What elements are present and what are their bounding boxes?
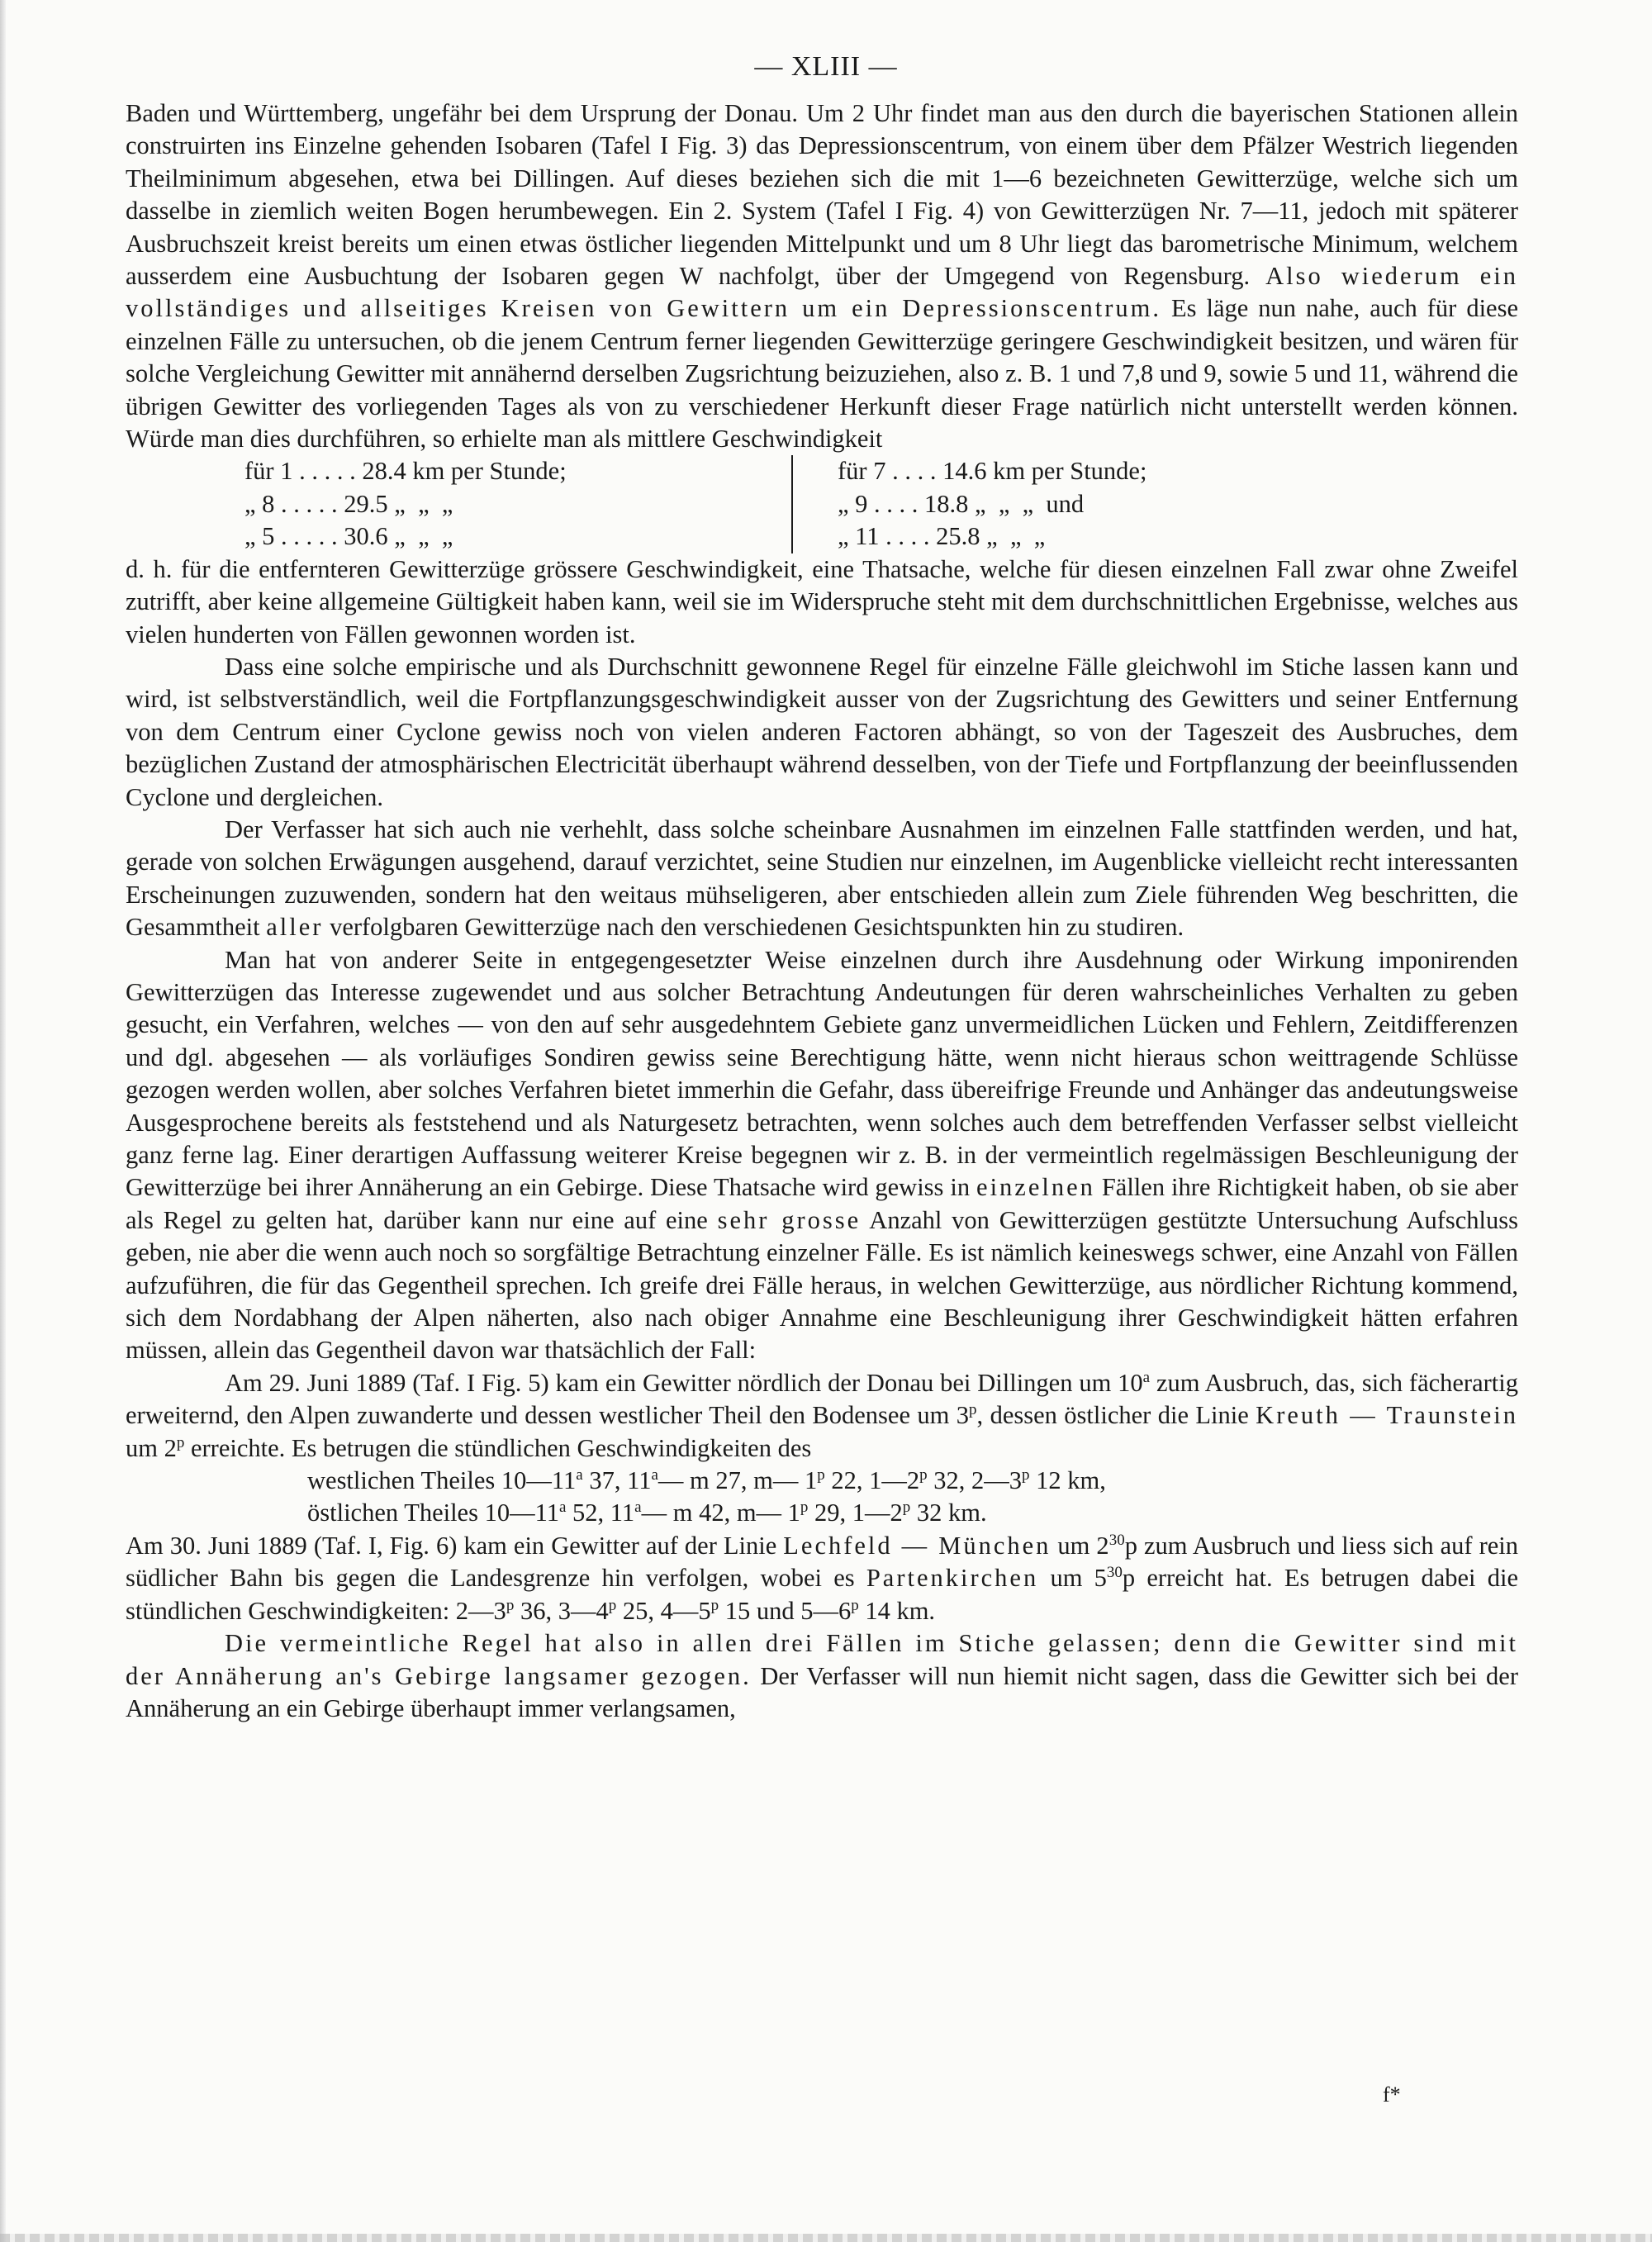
calc-text: 37, 11 — [582, 1466, 652, 1495]
speed-row: „ 11 . . . . 25.8 „ „ „ — [838, 522, 1046, 551]
speed-row: „ 8 . . . . . 29.5 „ „ „ — [244, 489, 453, 518]
paragraph-7-text: Am 30. Juni 1889 (Taf. I, Fig. 6) kam ein Gewitter auf der Linie — [126, 1531, 784, 1560]
paragraph-4 — [126, 814, 1518, 944]
paragraph-1-text-continued: Es läge nun nahe, auch für diese einzelnen Fälle zu untersuchen, ob die jenem Centrum ferner liegenden Gewitterzüge geringere Geschwindigkeit besitzen, und wären für solche Vergleichung Gewitter mit annähernd derselben Zugsrichtung beizuziehen, also z. B. 1 und 7,8 und 9, sowie 5 und 11, während die übrigen Gewitter des vorliegenden Tages als von zu verschiedener Herkunft dieser Frage natürlich nicht unterstellt werden können. Würde man dies durchführen, so erhielte man als mittlere Geschwindigkeit — [126, 294, 1518, 454]
paragraph-7-emphasis: Partenkirchen — [866, 1564, 1039, 1593]
body-text — [126, 97, 1518, 1725]
paragraph-7-text: p erreicht hat. Es betrugen dabei die stündlichen Geschwindigkeiten: 2—3 — [126, 1564, 1518, 1625]
speed-row: „ 9 . . . . 18.8 „ „ „ und — [838, 489, 1085, 518]
paragraph-1-text: Baden und Württemberg, ungefähr bei dem Ursprung der Donau. Um 2 Uhr findet man aus den durch die bayerischen Stationen allein construirten ins Einzelne gehenden Isobaren (Tafel I Fig. 3) das Depressionscentrum, von einem über dem Pfälzer Westrich liegenden Theilminimum abgesehen, etwa bei Dillingen. Auf dieses beziehen sich die mit 1—6 bezeichneten Gewitterzüge, welche sich um dasselbe in ziemlich weiten Bogen herumbewegen. Ein 2. System (Tafel I Fig. 4) von Gewitterzügen Nr. 7—11, jedoch mit späterer Ausbruchszeit kreist bereits um einen etwas östlicher liegenden Mittelpunkt und um 8 Uhr liegt das barometrische Minimum, welchem ausserdem eine Ausbuchtung der Isobaren gegen W nachfolgt, über der Umgegend von Regensburg. — [126, 99, 1518, 291]
paragraph-1-emphasis: Also wiederum ein vollständiges und allseitiges Kreisen von Gewittern um ein Depressionscentrum. — [126, 262, 1518, 323]
speed-table-left-column — [244, 455, 793, 553]
paragraph-7-text: 14 km. — [858, 1596, 936, 1625]
paragraph-5-text: Man hat von anderer Seite in entgegengesetzter Weise einzelnen durch ihre Ausdehnung oder Wirkung imponirenden Gewitterzügen das Interesse zugewendet und aus solcher Betrachtung Andeutungen für deren wahrscheinliches Verhalten zu geben gesucht, ein Verfahren, welches — von den auf sehr ausgedehntem Gebiete ganz unvermeidlichen Lücken und Fehlern, Zeitdifferenzen und dgl. abgesehen — als vorläufiges Sondiren gewiss seine Berechtigung hätte, wenn nicht hieraus schon weittragende Schlüsse gezogen werden wollen, aber solches Verfahren bietet immerhin die Gefahr, dass übereifrige Freunde und Anhänger das andeutungsweise Ausgesprochene bereits als feststehend und als Naturgesetz betrachten, wenn solches auch dem betreffenden Verfasser selbst vielleicht ganz ferne lag. Einer derartigen Auffassung weiterer Kreise begegnen wir z. B. in der vermeintlich regelmässigen Beschleunigung der Gewitterzüge bei ihrer Annäherung an ein Gebirge. Diese Thatsache wird gewiss in — [126, 945, 1518, 1202]
speed-calculation-block — [307, 1465, 1518, 1530]
superscript: p — [969, 1401, 977, 1419]
page-number-header: — XLIII — — [754, 51, 898, 82]
calc-text: 22, 1—2 — [824, 1466, 920, 1495]
calc-text: 32, 2—3 — [927, 1466, 1022, 1495]
paragraph-7-text: 15 und 5—6 — [719, 1596, 852, 1625]
calc-label: westlichen Theiles — [307, 1466, 496, 1495]
paragraph-8-emphasis: Die vermeintliche Regel hat also in allen drei Fällen im Stiche gelassen; denn die Gewitter sind mit der Annäherung an's Gebirge langsamer gezogen. — [126, 1629, 1518, 1690]
speed-table-right-column — [793, 455, 1384, 553]
speed-row: für 7 . . . . 14.6 km per Stunde; — [838, 457, 1147, 486]
superscript: p — [919, 1465, 928, 1484]
superscript: p — [710, 1596, 719, 1614]
paragraph-6-text: , dessen östlicher die Linie — [976, 1401, 1256, 1430]
paragraph-7-text: 25, 4—5 — [616, 1596, 711, 1625]
paragraph-2: d. h. für die entfernteren Gewitterzüge grössere Geschwindigkeit, eine Thatsache, welche für diesen einzelnen Fall zwar ohne Zweifel zutrifft, aber keine allgemeine Gültigkeit haben kann, weil sie im Widerspruche steht mit dem durchschnittlichen Ergebnisse, welches aus vielen hunderten von Fällen gewonnen worden ist. — [126, 554, 1518, 648]
paragraph-6 — [126, 1367, 1518, 1465]
speed-row: „ 5 . . . . . 30.6 „ „ „ — [244, 522, 453, 551]
paragraph-5-emphasis: sehr grosse — [717, 1205, 862, 1234]
superscript: p — [1021, 1465, 1030, 1484]
paragraph-7-text: 36, 3—4 — [514, 1596, 609, 1625]
superscript: a — [651, 1465, 658, 1484]
superscript: p — [608, 1596, 617, 1614]
calc-text: 29, 1—2 — [808, 1499, 903, 1527]
scan-edge-bottom — [0, 2234, 1652, 2242]
calc-label: östlichen Theiles — [307, 1499, 478, 1527]
paragraph-7 — [126, 1530, 1518, 1627]
paragraph-5-text: Anzahl von Gewitterzügen gestützte Untersuchung Aufschluss geben, nie aber die wenn auch noch so sorgfältige Betrachtung einzelner Fälle. Es ist nämlich keineswegs schwer, eine Anzahl von Fällen aufzuführen, die für das Gegentheil sprechen. Ich greife drei Fälle heraus, in welchen Gewitterzüge, aus nördlicher Richtung kommend, sich dem Nordabhang der Alpen näherten, also nach obiger Annahme eine Beschleunigung ihrer Geschwindigkeit hätten erfahren müssen, allein das Gegentheil davon war thatsächlich der Fall: — [126, 1205, 1519, 1365]
paragraph-6-text: zum Ausbruch, das, sich fächerartig erweiternd, den Alpen zuwanderte und dessen westlicher Theil den Bodensee um 3 — [126, 1368, 1518, 1430]
calc-row-east — [307, 1497, 1518, 1529]
paragraph-8-text: Der Verfasser will nun hiemit nicht sagen, dass die Gewitter sich bei der Annäherung an ein Gebirge überhaupt immer verlangsamen, — [126, 1661, 1518, 1722]
scan-edge-left — [0, 0, 6, 2242]
superscript: p — [506, 1596, 515, 1614]
paragraph-5-emphasis: einzelnen — [976, 1173, 1095, 1202]
paragraph-6-text: um 2 — [126, 1433, 177, 1462]
calc-row-west — [307, 1465, 1518, 1497]
calc-text: 10—11 — [477, 1499, 559, 1527]
paragraph-7-text: um 2 — [1051, 1531, 1109, 1560]
superscript: p — [800, 1499, 809, 1517]
superscript: a — [558, 1499, 567, 1517]
signature-mark: f* — [1383, 2083, 1401, 2107]
paragraph-7-emphasis: Lechfeld — München — [783, 1531, 1051, 1560]
calc-text: 12 km, — [1029, 1466, 1106, 1495]
superscript: p — [851, 1596, 859, 1614]
calc-text: — m 42, m— 1 — [641, 1499, 800, 1527]
superscript: p — [817, 1465, 825, 1484]
superscript: 30 — [1106, 1564, 1123, 1582]
paragraph-3: Dass eine solche empirische und als Durchschnitt gewonnene Regel für einzelne Fälle gleichwohl im Stiche lassen kann und wird, ist selbstverständlich, weil die Fortpflanzungsgeschwindigkeit ausser von der Zugsrichtung des Gewitters und seiner Entfernung von dem Centrum einer Cyclone gewiss noch von vielen anderen Factoren abhängt, so von der Tageszeit des Ausbruches, dem bezüglichen Zustand der atmosphärischen Electricität überhaupt während desselben, von der Tiefe und Fortpflanzung der beeinflussenden Cyclone und dergleichen. — [126, 652, 1518, 811]
superscript: a — [634, 1499, 642, 1517]
superscript: a — [576, 1465, 583, 1484]
paragraph-4-text: Der Verfasser hat sich auch nie verhehlt, dass solche scheinbare Ausnahmen im einzelnen Falle stattfinden werden, und hat, gerade von solchen Erwägungen ausgehend, darauf verzichtet, seine Studien nur einzelnen, im Augenblicke vielleicht recht interessanten Erscheinungen zuzuwenden, sondern hat den weitaus mühseligeren, aber entschieden allein zum Ziele führenden Weg beschritten, die Gesammtheit — [126, 815, 1518, 942]
speed-row: für 1 . . . . . 28.4 km per Stunde; — [244, 457, 567, 486]
paragraph-5-text: Fällen ihre Richtigkeit haben, ob sie aber als Regel zu gelten hat, darüber kann nur eine auf eine — [126, 1173, 1518, 1234]
paragraph-7-text: um 5 — [1038, 1564, 1107, 1593]
paragraph-8 — [126, 1627, 1518, 1725]
calc-text: — m 27, m— 1 — [657, 1466, 818, 1495]
paragraph-4-text-continued: verfolgbaren Gewitterzüge nach den verschiedenen Gesichtspunkten hin zu studiren. — [323, 913, 1184, 942]
superscript: a — [1142, 1368, 1151, 1386]
calc-text: 52, 11 — [566, 1499, 635, 1527]
paragraph-7-text: p zum Ausbruch und liess sich auf rein südlicher Bahn bis gegen die Landesgrenze hin verfolgen, wobei es — [126, 1531, 1518, 1593]
calc-text: 10—11 — [495, 1466, 577, 1495]
paragraph-6-text: Am 29. Juni 1889 (Taf. I Fig. 5) kam ein Gewitter nördlich der Donau bei Dillingen um 10 — [225, 1368, 1143, 1397]
paragraph-5 — [126, 944, 1518, 1367]
paragraph-6-emphasis: Kreuth — Traunstein — [1256, 1401, 1518, 1430]
paragraph-6-text: erreichte. Es betrugen die stündlichen Geschwindigkeiten des — [184, 1433, 812, 1462]
paragraph-1 — [126, 97, 1518, 455]
superscript: p — [902, 1499, 911, 1517]
superscript: 30 — [1108, 1531, 1125, 1549]
paragraph-4-emphasis: aller — [266, 913, 324, 942]
superscript: p — [176, 1433, 185, 1451]
calc-text: 32 km. — [910, 1499, 987, 1527]
speed-table — [244, 455, 1384, 553]
